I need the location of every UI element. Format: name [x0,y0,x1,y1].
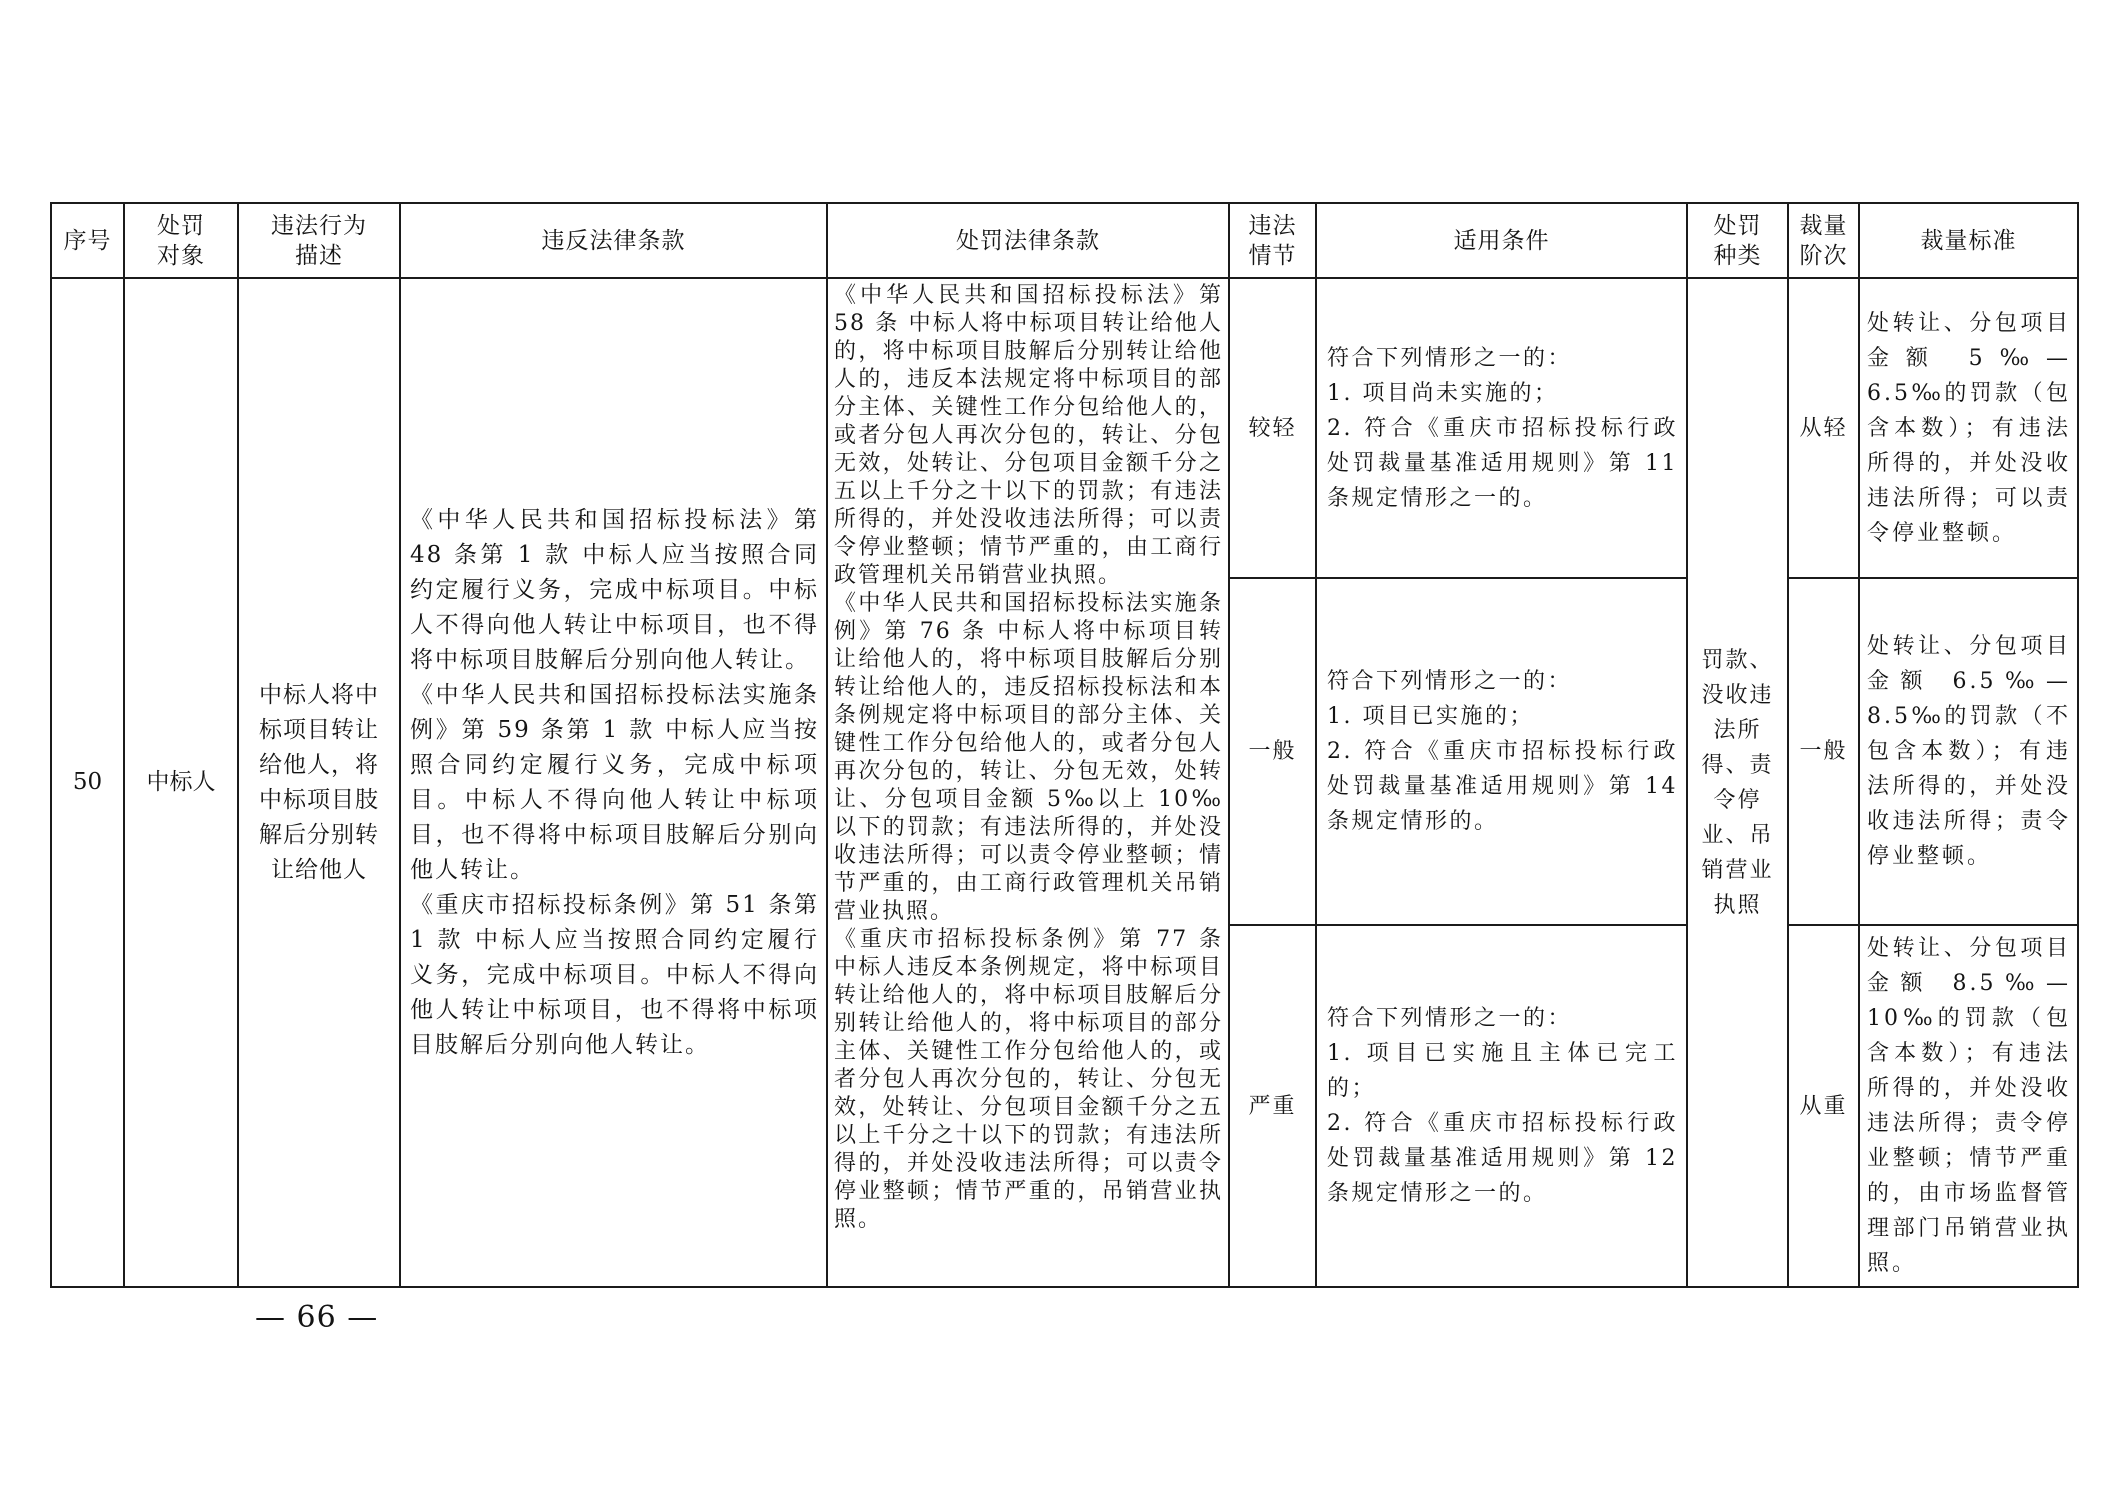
cell-violated-law [401,279,828,1288]
header-label: 适用条件 [1453,227,1550,254]
page-number: — 66 — [255,1300,379,1335]
condition-line: 符合下列情形之一的： [1327,1006,1573,1031]
condition-line: 1. 项目已实施且主体已完工的； [1327,1041,1678,1101]
condition-line: 2. 符合《重庆市招标投标行政处罚裁量基准适用规则》第 14 条规定情形的。 [1327,739,1678,834]
header-violation-description [239,204,401,279]
header-label-line: 违法行为 [271,212,367,239]
header-circumstance [1230,204,1317,279]
penalty-clause-paragraph: 《重庆市招标投标条例》第 77 条 中标人违反本条例规定，将中标项目转让给他人的，将中标项目肢解后分别转让给他人的，将中标项目的部分主体、关键性工作分包给他人的，或者分包人再次分包的，转让、分包无效，处转让、分包项目金额千分之五以上千分之十以下的罚款；有违法所得的，并处没收违法所得；可以责令停业整顿；情节严重的，吊销营业执照。 [834,927,1223,1232]
cell-penalty-type [1688,279,1789,1288]
header-label: 违反法律条款 [541,227,686,254]
penalty-clause-paragraph: 《中华人民共和国招标投标法》第 58 条 中标人将中标项目转让给他人的，将中标项目肢解后分别转让给他人的，违反本法规定将中标项目的部分主体、关键性工作分包给他人的，或者分包人再次分包的，转让、分包无效，处转让、分包项目金额千分之五以上千分之十以下的罚款；有违法所得的，并处没收违法所得；可以责令停业整顿；情节严重的，由工商行政管理机关吊销营业执照。 [834,283,1223,588]
cell-discretion-standard-general [1860,579,2079,926]
conditions-list [1327,664,1678,839]
header-penalty-law [828,204,1230,279]
header-label-line: 违法 [1248,212,1297,239]
condition-line: 1. 项目尚未实施的； [1327,380,1559,406]
cell-circumstance-general [1230,579,1317,926]
cell-violation-description [239,279,401,1288]
condition-line: 符合下列情形之一的： [1327,345,1573,371]
header-seq [52,204,125,279]
cell-conditions-serious [1317,926,1688,1288]
header-discretion-level [1789,204,1860,279]
penalty-clause-paragraph: 《中华人民共和国招标投标法实施条例》第 76 条 中标人将中标项目转让给他人的，将中标项目肢解后分别转让给他人的，违反招标投标法和本条例规定将中标项目的部分主体、关键性工作分包给他人的，或者分包人再次分包的，转让、分包无效，处转让、分包项目金额 5‰以上 10‰以下的罚款；有违法所得的，并处没收违法所得；可以责令停业整顿；情节严重的，由工商行政管理机关吊销营业执照。 [834,591,1223,924]
standard-paragraph: 处转让、分包项目金额 8.5‰—10‰的罚款（包含本数）；有违法所得的，并处没收违法所得；责令停业整顿；情节严重的，由市场监督管理部门吊销营业执照。 [1867,936,2071,1276]
header-label-line: 情节 [1248,242,1297,269]
cell-discretion-standard-light [1860,279,2079,579]
header-label-line: 处罚 [157,212,205,239]
cell-discretion-standard-heavy [1860,926,2079,1288]
discretion-level-value: 从重 [1799,1093,1848,1119]
penalty-target-value: 中标人 [146,769,216,795]
discretion-standard-text [1867,306,2071,551]
header-label-line: 种类 [1713,242,1762,269]
law-clause-paragraph: 《中华人民共和国招标投标法》第 48 条第 1 款 中标人应当按照合同约定履行义务，完成中标项目。中标人不得向他人转让中标项目，也不得将中标项目肢解后分别向他人转让。 [410,506,819,673]
header-label: 处罚法律条款 [956,227,1100,254]
cell-discretion-level-general [1789,579,1860,926]
conditions-list [1327,1001,1678,1211]
header-label-line: 对象 [157,242,205,269]
discretion-level-value: 一般 [1799,739,1848,764]
cell-penalty-law [828,279,1230,1288]
violated-law-text [410,503,819,1063]
circumstance-value: 严重 [1248,1093,1297,1119]
penalty-discretion-table [50,202,2079,1288]
violation-description-text: 中标人将中标项目转让给他人，将中标项目肢解后分别转让给他人 [259,681,379,883]
header-seq-label: 序号 [63,227,112,254]
header-label-line: 描述 [295,242,343,269]
condition-line: 1. 项目已实施的； [1327,704,1534,729]
penalty-type-text: 罚款、没收违法所得、责令停业、吊销营业执照 [1701,647,1774,918]
cell-conditions-general [1317,579,1688,926]
standard-paragraph: 处转让、分包项目金额 5‰—6.5‰的罚款（包含本数）；有违法所得的，并处没收违法所得；可以责令停业整顿。 [1867,310,2071,546]
cell-discretion-level-heavy [1789,926,1860,1288]
discretion-standard-text [1867,629,2071,874]
cell-conditions-light [1317,279,1688,579]
law-clause-paragraph: 《重庆市招标投标条例》第 51 条第 1 款 中标人应当按照合同约定履行义务，完成中标项目。中标人不得向他人转让中标项目，也不得将中标项目肢解后分别向他人转让。 [410,891,819,1058]
header-discretion-standard [1860,204,2079,279]
discretion-level-value: 从轻 [1799,415,1848,441]
header-violated-law [401,204,828,279]
header-label-line: 裁量 [1799,212,1848,239]
cell-circumstance-light [1230,279,1317,579]
condition-line: 2. 符合《重庆市招标投标行政处罚裁量基准适用规则》第 11 条规定情形之一的。 [1327,415,1678,511]
conditions-list [1327,341,1678,516]
circumstance-value: 一般 [1248,739,1297,764]
cell-discretion-level-light [1789,279,1860,579]
header-applicable-conditions [1317,204,1688,279]
header-label: 裁量标准 [1920,227,2017,254]
law-clause-paragraph: 《中华人民共和国招标投标法实施条例》第 59 条第 1 款 中标人应当按照合同约定履行义务，完成中标项目。中标人不得向他人转让中标项目，也不得将中标项目肢解后分别向他人转让。 [410,681,819,883]
header-label-line: 阶次 [1799,242,1848,269]
discretion-standard-text [1867,931,2071,1281]
cell-circumstance-serious [1230,926,1317,1288]
condition-line: 2. 符合《重庆市招标投标行政处罚裁量基准适用规则》第 12 条规定情形之一的。 [1327,1111,1678,1206]
standard-paragraph: 处转让、分包项目金额 6.5‰—8.5‰的罚款（不包含本数）；有违法所得的，并处没收违法所得；责令停业整顿。 [1867,634,2071,869]
cell-penalty-target [125,279,239,1288]
header-label-line: 处罚 [1713,212,1762,239]
circumstance-value: 较轻 [1248,415,1297,441]
header-penalty-type [1688,204,1789,279]
condition-line: 符合下列情形之一的： [1327,669,1573,694]
seq-value: 50 [72,769,103,795]
cell-seq [52,279,125,1288]
header-penalty-target [125,204,239,279]
